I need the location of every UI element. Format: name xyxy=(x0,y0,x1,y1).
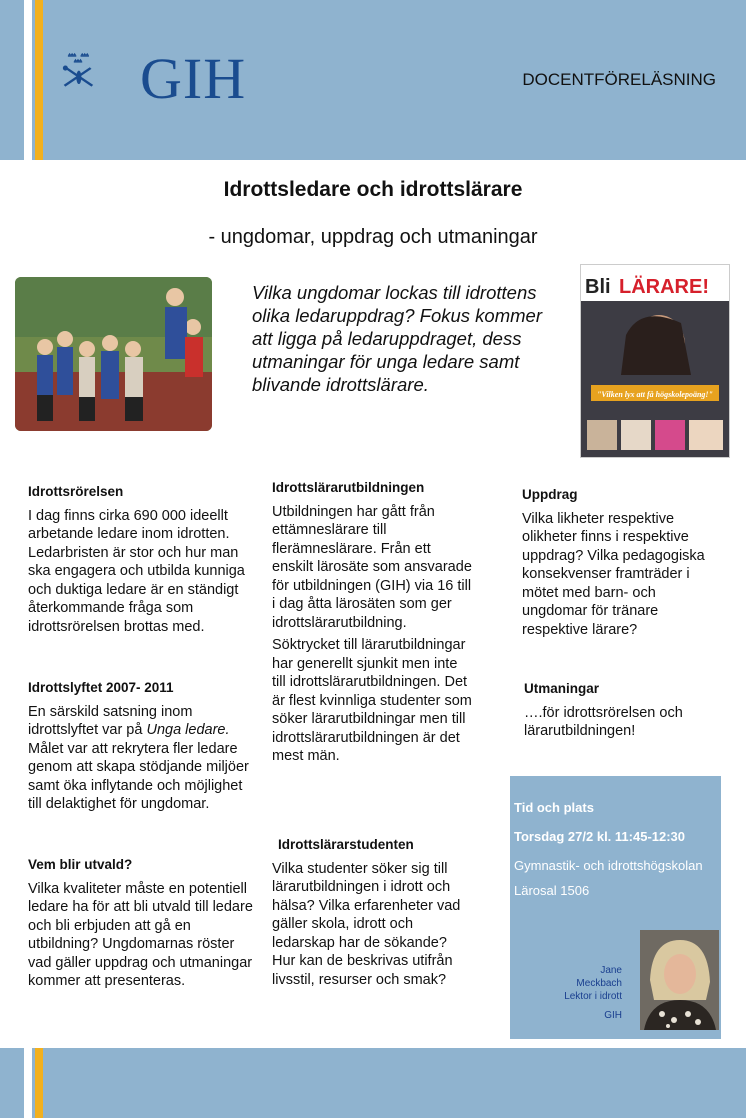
section-idrottslararstudenten xyxy=(272,836,472,989)
header-yellow-stripe xyxy=(35,0,43,160)
section-uppdrag xyxy=(522,486,722,639)
info-heading: Tid och plats xyxy=(514,800,594,815)
body-text: En särskild satsning inom idrottslyftet var på xyxy=(28,703,193,738)
section-body: I dag finns cirka 690 000 ideellt arbetande ledare inom idrotten. Ledarbristen är stor och hur man ska engagera och utbilda kunniga och duktiga ledare är en ständigt återkommande fråga som idrottsrörelsen brottas med. xyxy=(28,507,245,635)
section-heading: Vem blir utvald? xyxy=(28,857,133,872)
page-subtitle: - ungdomar, uppdrag och utmaningar xyxy=(208,226,538,248)
section-idrottsrorelsen xyxy=(28,483,253,636)
section-idrottslararutbildningen xyxy=(272,479,472,766)
footer-band xyxy=(0,1048,746,1118)
footer-yellow-stripe xyxy=(35,1048,43,1118)
section-utmaningar xyxy=(522,680,722,741)
header-white-stripe xyxy=(24,0,32,160)
page-title: Idrottsledare och idrottslärare xyxy=(223,178,523,201)
section-body: Vilka studenter söker sig till lärarutbildningen i idrott och hälsa? Vilka erfarenheter vad gäller skola, idrott och ledarskap har de sökande? Hur kan de beskrivas utifrån livsstil, resurser och smak? xyxy=(272,860,461,988)
section-heading: Idrottslärarstudenten xyxy=(278,837,414,852)
speaker-title: Lektor i idrott xyxy=(564,991,622,1002)
speaker-first-name: Jane xyxy=(600,965,622,976)
section-body: Vilka kvaliteter måste en potentiell ledare ha för att bli utvald till ledare och bli erbjuden att gå en utbildning? Ungdomarnas röster vad gäller uppdrag och utmaningar kommer att presenteras. xyxy=(28,880,253,989)
section-body: Vilka likheter respektive olikheter finns i respektive uppdrag? Vilka pedagogiska konsekvenser framträder i mötet med barn- och ungdomar för tränare respektive lärare? xyxy=(522,510,705,638)
section-body: Utbildningen har gått från ettämneslärare till flerämneslärare. Från ett enskilt lärosäte som ansvarade för utbildningen (GIH) via 16 till i dag åtta lärosäten som ger idrottslärarutbildning. xyxy=(272,503,472,631)
info-place: Gymnastik- och idrottshögskolan xyxy=(514,858,703,873)
section-body: ….för idrottsrörelsen och lärarutbildningen! xyxy=(524,704,683,739)
speaker-last-name: Meckbach xyxy=(576,978,622,989)
speaker-org: GIH xyxy=(604,1010,622,1021)
speaker-portrait xyxy=(640,930,719,1030)
info-datetime: Torsdag 27/2 kl. 11:45-12:30 xyxy=(514,829,686,844)
section-heading: Idrottslärarutbildningen xyxy=(272,480,425,495)
section-vem-blir-utvald xyxy=(28,856,253,991)
section-body xyxy=(28,703,253,814)
section-body: Söktrycket till lärarutbildningar har generellt sjunkit men inte till idrottslärarutbildningen. Det är flest kvinnliga studenter som söker lärarutbildningar men till idrottslärarutbildningen är det mest män. xyxy=(272,637,472,764)
section-heading: Utmaningar xyxy=(524,681,600,696)
logo-text: GIH xyxy=(140,46,247,111)
section-heading: Idrottsrörelsen xyxy=(28,484,124,499)
speaker-info xyxy=(510,964,622,1022)
section-idrottslyftet xyxy=(28,679,253,814)
magazine-title-larare: LÄRARE! xyxy=(619,276,709,298)
children-photo xyxy=(15,277,212,431)
magazine-image xyxy=(581,265,729,457)
body-emphasis: Unga ledare. xyxy=(146,722,230,738)
info-room: Lärosal 1506 xyxy=(514,883,590,898)
gih-crest-icon xyxy=(62,28,142,114)
body-text: Målet var att rekrytera fler ledare genom att skapa stödjande miljöer samt öka inflytande och möjlighet till delaktighet för ungdomar. xyxy=(28,740,249,812)
footer-white-stripe xyxy=(24,1048,32,1118)
document-type-label: DOCENTFÖRELÄSNING xyxy=(522,70,716,89)
magazine-cover xyxy=(580,264,730,458)
section-heading: Idrottslyftet 2007- 2011 xyxy=(28,680,174,695)
intro-text: Vilka ungdomar lockas till idrottens olika ledaruppdrag? Fokus kommer att ligga på ledaruppdraget, dess utmaningar för unga ledare samt blivande idrottslärare. xyxy=(252,282,542,395)
magazine-tagline: "Vilken lyx att få högskolepoäng!" xyxy=(596,390,714,399)
section-heading: Uppdrag xyxy=(522,487,578,502)
time-place-box xyxy=(510,776,721,1039)
magazine-title-bli: Bli xyxy=(585,276,611,298)
